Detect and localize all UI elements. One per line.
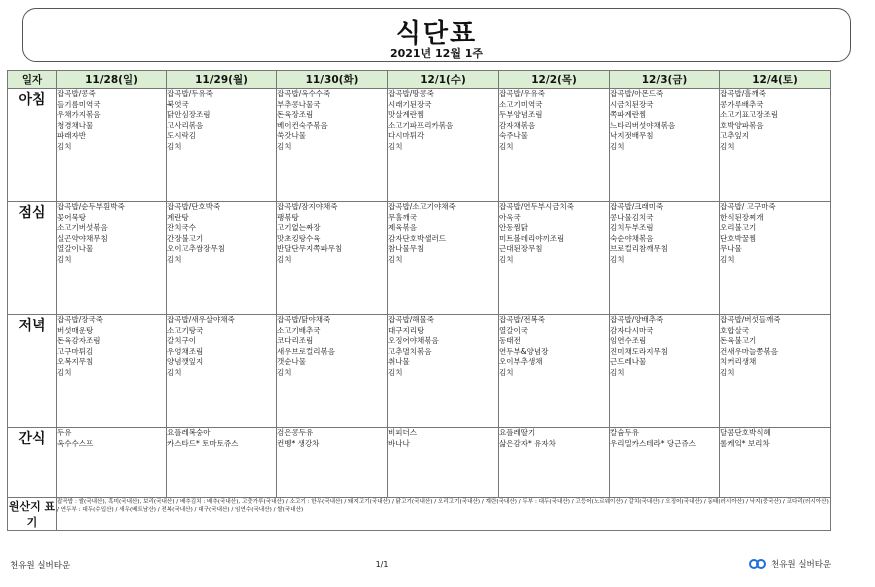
menu-item: 파래자반 (57, 131, 86, 141)
menu-item: 동태전 (499, 336, 521, 346)
menu-item: 건새우마늘쫑볶음 (720, 346, 778, 356)
menu-item: 돈육장조림 (277, 110, 314, 120)
menu-item: 도시락김 (167, 131, 196, 141)
menu-item: 들기름미역국 (57, 99, 101, 109)
day-header: 12/3(금) (610, 71, 720, 89)
menu-item: 소고기미역국 (499, 99, 543, 109)
menu-item: 김치 (167, 254, 182, 264)
menu-item: 컨벵* 생강차 (277, 438, 320, 448)
menu-item: 단호박꿀찜 (720, 233, 757, 243)
menu-item: 요플레복숭아 (167, 428, 211, 437)
menu-item: 간장불고기 (167, 233, 204, 243)
menu-item: 제육볶음 (388, 223, 417, 233)
menu-cell (167, 428, 277, 498)
menu-item: 잡곡밥/해물죽 (388, 315, 434, 324)
origin-row (8, 498, 831, 531)
menu-item: 잡곡밥/순두부흰박죽 (57, 202, 125, 211)
menu-item: 쪽파계란찜 (610, 110, 647, 120)
menu-cell (499, 428, 610, 498)
day-header: 11/28(일) (57, 71, 167, 89)
menu-item: 열갈이나물 (57, 244, 94, 254)
menu-cell (57, 428, 167, 498)
menu-item: 김치 (277, 141, 292, 151)
menu-item: 감자단호박샐러드 (388, 233, 446, 243)
menu-item: 쑥갓나물 (277, 131, 306, 141)
menu-item: 김치 (610, 367, 625, 377)
menu-item: 갈치구이 (167, 336, 196, 346)
logo-icon (749, 557, 769, 571)
menu-item: 치커리생채 (720, 357, 757, 367)
menu-item: 느타리버섯야채볶음 (610, 120, 676, 130)
menu-item: 잡곡밥/ 고구마죽 (720, 202, 776, 211)
logo (749, 556, 831, 572)
menu-item: 김치 (720, 254, 735, 264)
menu-cell (388, 428, 499, 498)
menu-item: 베이컨숙주볶음 (277, 120, 328, 130)
menu-cell (720, 202, 831, 315)
menu-item: 소고기버섯볶음 (57, 223, 108, 233)
menu-item: 잡곡밥/두유죽 (167, 89, 213, 98)
meal-label: 간식 (8, 428, 57, 498)
title-box (22, 8, 851, 62)
menu-item: 잡곡밥/전복죽 (499, 315, 545, 324)
menu-item: 요플레딸기 (499, 428, 536, 437)
menu-item: 김치 (499, 367, 514, 377)
menu-cell (57, 315, 167, 428)
menu-item: 맛초킹탕수육 (277, 233, 321, 243)
menu-item: 실곤약야채무침 (57, 233, 108, 243)
menu-item: 잡곡밥/양배추죽 (610, 315, 664, 324)
menu-item: 롤케잌* 보리차 (720, 438, 770, 448)
day-header: 12/1(수) (388, 71, 499, 89)
menu-cell (720, 89, 831, 202)
menu-item: 한식된장찌개 (720, 212, 764, 222)
menu-cell (720, 315, 831, 428)
menu-item: 계란탕 (167, 212, 189, 222)
menu-item: 청경채나물 (57, 120, 94, 130)
menu-item: 아욱국 (499, 212, 521, 222)
menu-item: 콩나물김치국 (610, 212, 654, 222)
menu-cell (610, 428, 720, 498)
menu-item: 칼슘두유 (610, 428, 639, 437)
menu-item: 소고기탕국 (167, 325, 204, 335)
menu-item: 잡곡밥/새우살야채죽 (167, 315, 235, 324)
menu-item: 오징어야채볶음 (388, 336, 439, 346)
menu-item: 잡곡밥/버섯들깨죽 (720, 315, 781, 324)
menu-item: 달콤단호박식혜 (720, 428, 771, 437)
menu-item: 김치 (499, 254, 514, 264)
menu-item: 꽃어묵탕 (57, 212, 86, 222)
menu-item: 갯순나물 (277, 357, 306, 367)
menu-item: 근대된장무침 (499, 244, 543, 254)
menu-item: 연두부&양념장 (499, 346, 549, 356)
menu-item: 잡곡밥/연두부시금치죽 (499, 202, 574, 211)
menu-item: 감자채볶음 (499, 120, 536, 130)
menu-cell (167, 89, 277, 202)
menu-item: 오리불고기 (720, 223, 757, 233)
menu-item: 무홀깨국 (388, 212, 417, 222)
menu-item: 김치 (277, 254, 292, 264)
menu-item: 감자다시마국 (610, 325, 654, 335)
menu-cell (277, 89, 388, 202)
menu-cell (388, 202, 499, 315)
menu-item: 잡곡밥/장국죽 (57, 315, 103, 324)
menu-item: 잡곡밥/소고기야채죽 (388, 202, 456, 211)
menu-item: 버섯매운탕 (57, 325, 94, 335)
meal-label: 점심 (8, 202, 57, 315)
menu-item: 잡곡밥/옥수수죽 (277, 89, 331, 98)
menu-item: 무나물 (720, 244, 742, 254)
page-title: 식단표 (395, 19, 478, 49)
menu-item: 우엉채조림 (167, 346, 204, 356)
menu-cell (499, 315, 610, 428)
menu-item: 잡곡밥/크래미죽 (610, 202, 664, 211)
menu-item: 잡곡밥/우유죽 (499, 89, 545, 98)
menu-item: 잡곡밥/콩죽 (57, 89, 96, 98)
menu-item: 김치두부조림 (610, 223, 654, 233)
day-header: 12/2(목) (499, 71, 610, 89)
meal-row-breakfast (8, 89, 831, 202)
menu-item: 고추멸치볶음 (388, 346, 432, 356)
menu-item: 잡곡밥/닭야채죽 (277, 315, 331, 324)
menu-item: 반달단무지쪽파무침 (277, 244, 343, 254)
menu-item: 카스타드* 토마토쥬스 (167, 438, 239, 448)
menu-item: 김치 (610, 141, 625, 151)
menu-item: 김치 (720, 367, 735, 377)
menu-item: 숙순야채볶음 (610, 233, 654, 243)
menu-item: 비피더스 (388, 428, 417, 437)
menu-item: 진미채도라지무침 (610, 346, 668, 356)
menu-item: 김치 (388, 254, 403, 264)
menu-cell (610, 315, 720, 428)
day-header: 11/29(월) (167, 71, 277, 89)
menu-item: 김치 (277, 367, 292, 377)
menu-cell (277, 428, 388, 498)
header-row (8, 71, 831, 89)
menu-item: 열갈이국 (499, 325, 528, 335)
menu-cell (499, 202, 610, 315)
menu-item: 호합살국 (720, 325, 749, 335)
menu-item: 잡곡밥/아몬드죽 (610, 89, 664, 98)
menu-item: 호박양파볶음 (720, 120, 764, 130)
meal-row-snack (8, 428, 831, 498)
menu-cell (277, 315, 388, 428)
menu-cell (167, 202, 277, 315)
menu-item: 두유 (57, 428, 72, 437)
menu-cell (610, 89, 720, 202)
menu-cell (388, 315, 499, 428)
menu-item: 우채가지볶음 (57, 110, 101, 120)
menu-item: 숙주나물 (499, 131, 528, 141)
origin-label: 원산지 표기 (8, 498, 57, 531)
menu-item: 김치 (167, 141, 182, 151)
menu-item: 잡곡밥/흘깨죽 (720, 89, 766, 98)
date-header-label: 일자 (8, 71, 57, 89)
menu-item: 취나물 (388, 357, 410, 367)
menu-item: 김치 (720, 141, 735, 151)
menu-item: 고사리볶음 (167, 120, 204, 130)
menu-item: 김치 (57, 254, 72, 264)
menu-item: 우리밀카스테라* 당근쥬스 (610, 438, 696, 448)
menu-item: 김치 (57, 367, 72, 377)
menu-item: 바나나 (388, 438, 410, 448)
menu-item: 근드레나물 (610, 357, 647, 367)
menu-table (7, 70, 831, 531)
menu-item: 북엇국 (167, 99, 189, 109)
logo-text: 천유원 실버타운 (771, 560, 832, 570)
menu-item: 두부양념조림 (499, 110, 543, 120)
menu-item: 김치 (610, 254, 625, 264)
meal-label: 아침 (8, 89, 57, 202)
menu-item: 김치 (388, 367, 403, 377)
footer-org-name: 천유원 실버타운 (10, 561, 71, 571)
meal-row-dinner (8, 315, 831, 428)
menu-item: 돈육감자조림 (57, 336, 101, 346)
menu-item: 브로컬리참깨무침 (610, 244, 668, 254)
menu-item: 코다리조림 (277, 336, 314, 346)
menu-item: 고추잎지 (720, 131, 749, 141)
menu-item: 돈육불고기 (720, 336, 757, 346)
menu-item: 낙지젓배무침 (610, 131, 654, 141)
menu-item: 새우브로컬리볶음 (277, 346, 335, 356)
menu-cell (57, 202, 167, 315)
menu-item: 김치 (57, 141, 72, 151)
day-header: 11/30(화) (277, 71, 388, 89)
menu-item: 소고기파프리카볶음 (388, 120, 454, 130)
menu-cell (57, 89, 167, 202)
menu-cell (610, 202, 720, 315)
menu-item: 김치 (167, 367, 182, 377)
menu-item: 잡곡밥/단호박죽 (167, 202, 221, 211)
menu-item: 김치 (388, 141, 403, 151)
menu-item: 고구마튀김 (57, 346, 94, 356)
menu-item: 대구지리탕 (388, 325, 425, 335)
origin-text: 잡곡밥 : 쌀(국내산), 흑미(국내산), 보리(국내산) / 배추김치 : 배추(국내산), 고춧가루(국내산) / 소고기 : 한우(국내산) / 돼지고기(국내산) / 닭고기(국내산) / 오리고기(국내산) / 계란(국내산) / 두부 : 대두(국내산) / 고등어(노르웨이산) / 갈치(국내산) / 오징어(국내산) / 동태(러시아산) / 낙지(중국산) / 코다리(러시아산) / 연두부 : 대두(수입산) / 새우(베트남산) / 전복(국내산) / 대구(국내산) / 임연수(국내산) / 쌀(국내산) (57, 498, 831, 531)
menu-cell (499, 89, 610, 202)
menu-item: 김치 (499, 141, 514, 151)
menu-item: 안동찜닭 (499, 223, 528, 233)
page-subtitle: 2021년 12월 1주 (389, 47, 484, 60)
menu-item: 오이부추생채 (499, 357, 543, 367)
menu-item: 닭안심장조림 (167, 110, 211, 120)
menu-cell (720, 428, 831, 498)
menu-item: 부추콩나물국 (277, 99, 321, 109)
meal-row-lunch (8, 202, 831, 315)
menu-item: 고기없는짜장 (277, 223, 321, 233)
menu-item: 참나물무침 (388, 244, 425, 254)
menu-item: 오이고추쌈장무침 (167, 244, 225, 254)
menu-item: 콩가루배추국 (720, 99, 764, 109)
menu-item: 옥수수스프 (57, 438, 94, 448)
menu-item: 소고기표고장조림 (720, 110, 778, 120)
page-number: 1/1 (375, 560, 389, 569)
menu-item: 미트볼데리야끼조림 (499, 233, 565, 243)
menu-item: 검은콩두유 (277, 428, 314, 437)
menu-item: 시금치된장국 (610, 99, 654, 109)
menu-item: 잡곡밥/땅콩죽 (388, 89, 434, 98)
menu-item: 팽볶탕 (277, 212, 299, 222)
menu-item: 잔치국수 (167, 223, 196, 233)
menu-item: 시래기된장국 (388, 99, 432, 109)
meal-label: 저녁 (8, 315, 57, 428)
day-header: 12/4(토) (720, 71, 831, 89)
menu-item: 잡곡밥/잠지야채죽 (277, 202, 338, 211)
menu-cell (167, 315, 277, 428)
menu-item: 임연수조림 (610, 336, 647, 346)
menu-item: 양념깻잎지 (167, 357, 204, 367)
menu-item: 삶은감자* 유자차 (499, 438, 556, 448)
menu-item: 소고기배추국 (277, 325, 321, 335)
menu-item: 오복지무침 (57, 357, 94, 367)
menu-item: 맛살계란찜 (388, 110, 425, 120)
menu-cell (388, 89, 499, 202)
menu-cell (277, 202, 388, 315)
menu-item: 다시마튀각 (388, 131, 425, 141)
